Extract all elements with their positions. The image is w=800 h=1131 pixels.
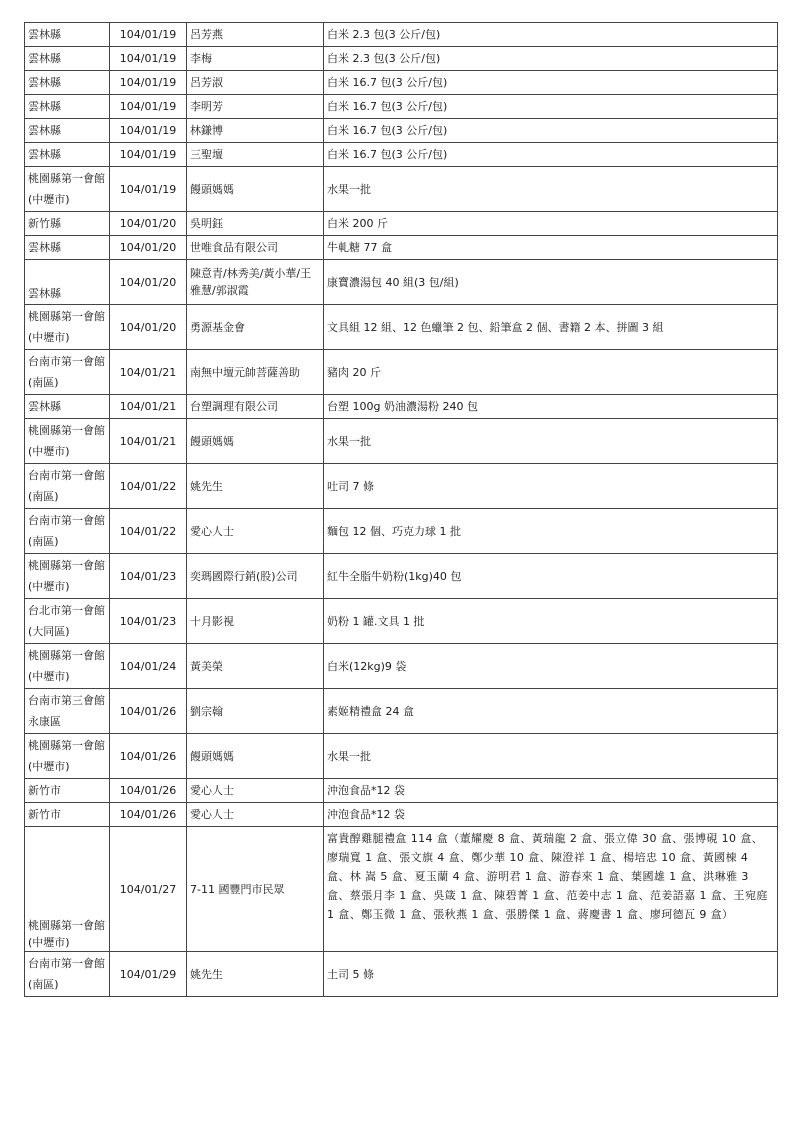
donor-cell: 饅頭媽媽 (187, 419, 324, 464)
area-cell: 新竹市 (25, 779, 110, 803)
area-cell: 桃園縣第一會館 (中壢市) (25, 734, 110, 779)
area-cell: 台北市第一會館 (大同區) (25, 599, 110, 644)
date-cell: 104/01/21 (110, 419, 187, 464)
date-cell: 104/01/19 (110, 143, 187, 167)
table-row (25, 71, 778, 95)
area-cell: 雲林縣 (25, 23, 110, 47)
donation-item-cell: 素姬精禮盒 24 盒 (324, 689, 778, 734)
date-cell: 104/01/20 (110, 236, 187, 260)
area-cell: 桃園縣第一會館 (中壢市) (25, 419, 110, 464)
area-cell: 雲林縣 (25, 47, 110, 71)
area-cell: 雲林縣 (25, 71, 110, 95)
donor-cell: 陳意青/林秀美/黃小華/王雅慧/郭淑霞 (187, 260, 324, 305)
donation-item-cell: 白米 16.7 包(3 公斤/包) (324, 71, 778, 95)
date-cell: 104/01/22 (110, 509, 187, 554)
donation-item-cell: 白米 16.7 包(3 公斤/包) (324, 95, 778, 119)
donor-cell: 呂芳燕 (187, 23, 324, 47)
donor-cell: 饅頭媽媽 (187, 167, 324, 212)
area-cell: 桃園縣第一會館 (中壢市) (25, 554, 110, 599)
donation-item-cell: 白米 200 斤 (324, 212, 778, 236)
table-row (25, 644, 778, 689)
donation-item-cell: 奶粉 1 罐.文具 1 批 (324, 599, 778, 644)
donation-item-cell: 白米 16.7 包(3 公斤/包) (324, 119, 778, 143)
date-cell: 104/01/19 (110, 95, 187, 119)
table-row (25, 350, 778, 395)
donor-cell: 黃美榮 (187, 644, 324, 689)
donation-table (24, 22, 778, 997)
table-row (25, 509, 778, 554)
table-row (25, 305, 778, 350)
area-cell: 台南市第一會館 (南區) (25, 509, 110, 554)
table-row (25, 143, 778, 167)
table-row (25, 734, 778, 779)
date-cell: 104/01/19 (110, 167, 187, 212)
donor-cell: 愛心人士 (187, 509, 324, 554)
date-cell: 104/01/29 (110, 952, 187, 997)
area-cell: 雲林縣 (25, 260, 110, 305)
donation-item-cell: 白米 2.3 包(3 公斤/包) (324, 23, 778, 47)
area-cell: 台南市第一會館 (南區) (25, 952, 110, 997)
date-cell: 104/01/19 (110, 47, 187, 71)
date-cell: 104/01/19 (110, 119, 187, 143)
date-cell: 104/01/20 (110, 212, 187, 236)
donor-cell: 三聖壇 (187, 143, 324, 167)
area-cell: 雲林縣 (25, 395, 110, 419)
donation-item-cell: 白米(12kg)9 袋 (324, 644, 778, 689)
donation-item-cell: 康寶濃湯包 40 組(3 包/組) (324, 260, 778, 305)
area-cell: 雲林縣 (25, 119, 110, 143)
area-cell: 雲林縣 (25, 236, 110, 260)
donor-cell: 十月影視 (187, 599, 324, 644)
donor-cell: 饅頭媽媽 (187, 734, 324, 779)
table-row (25, 395, 778, 419)
table-row (25, 23, 778, 47)
donation-item-cell: 台塑 100g 奶油濃湯粉 240 包 (324, 395, 778, 419)
date-cell: 104/01/20 (110, 260, 187, 305)
date-cell: 104/01/19 (110, 23, 187, 47)
area-cell: 桃園縣第一會館 (中壢市) (25, 305, 110, 350)
date-cell: 104/01/24 (110, 644, 187, 689)
area-cell: 台南市第三會館 永康區 (25, 689, 110, 734)
date-cell: 104/01/26 (110, 779, 187, 803)
donor-cell: 南無中壇元帥菩薩善助 (187, 350, 324, 395)
donor-cell: 李明芳 (187, 95, 324, 119)
donation-item-cell: 沖泡食品*12 袋 (324, 779, 778, 803)
table-row (25, 236, 778, 260)
date-cell: 104/01/19 (110, 71, 187, 95)
area-cell: 雲林縣 (25, 143, 110, 167)
table-row (25, 47, 778, 71)
table-row (25, 260, 778, 305)
table-row (25, 779, 778, 803)
donation-item-cell: 土司 5 條 (324, 952, 778, 997)
area-cell: 新竹縣 (25, 212, 110, 236)
date-cell: 104/01/23 (110, 599, 187, 644)
area-cell: 新竹市 (25, 803, 110, 827)
area-cell: 桃園縣第一會館 (中壢市) (25, 167, 110, 212)
donor-cell: 林鎌博 (187, 119, 324, 143)
table-row (25, 119, 778, 143)
date-cell: 104/01/21 (110, 350, 187, 395)
date-cell: 104/01/26 (110, 803, 187, 827)
donor-cell: 愛心人士 (187, 803, 324, 827)
donation-item-cell: 水果一批 (324, 734, 778, 779)
date-cell: 104/01/26 (110, 734, 187, 779)
date-cell: 104/01/21 (110, 395, 187, 419)
donation-item-cell: 沖泡食品*12 袋 (324, 803, 778, 827)
donation-item-cell: 富貴醇雞腿禮盒 114 盒（董耀慶 8 盒、黃瑞龍 2 盒、張立偉 30 盒、張博硯 10 盒、廖瑞寬 1 盒、張文旗 4 盒、鄭少華 10 盒、陳澄祥 1 盒、楊培忠 10 盒、黃國棟 4 盒、林 嵩 5 盒、夏玉蘭 4 盒、游明君 1 盒、游春來 1 盒、葉國雄 1 盒、洪琳雅 3 盒、蔡張月李 1 盒、吳箴 1 盒、陳碧菁 1 盒、范姜中志 1 盒、范姜語嘉 1 盒、王宛庭 1 盒、鄭玉微 1 盒、張秋燕 1 盒、張勝傑 1 盒、蔣慶書 1 盒、廖珂德瓦 9 盒） (324, 827, 778, 952)
donor-cell: 呂芳淑 (187, 71, 324, 95)
table-row (25, 464, 778, 509)
table-row (25, 803, 778, 827)
date-cell: 104/01/22 (110, 464, 187, 509)
date-cell: 104/01/27 (110, 827, 187, 952)
table-row (25, 95, 778, 119)
date-cell: 104/01/23 (110, 554, 187, 599)
date-cell: 104/01/20 (110, 305, 187, 350)
donation-item-cell: 豬肉 20 斤 (324, 350, 778, 395)
donor-cell: 劉宗翰 (187, 689, 324, 734)
donation-table-body (25, 23, 778, 997)
table-row (25, 952, 778, 997)
donor-cell: 7-11 國豐門市民眾 (187, 827, 324, 952)
donor-cell: 姚先生 (187, 952, 324, 997)
donation-item-cell: 麵包 12 個、巧克力球 1 批 (324, 509, 778, 554)
area-cell: 台南市第一會館 (南區) (25, 464, 110, 509)
donation-item-cell: 吐司 7 條 (324, 464, 778, 509)
donor-cell: 愛心人士 (187, 779, 324, 803)
area-cell: 台南市第一會館 (南區) (25, 350, 110, 395)
area-cell: 桃園縣第一會館 (中壢市) (25, 827, 110, 952)
date-cell: 104/01/26 (110, 689, 187, 734)
area-cell: 桃園縣第一會館 (中壢市) (25, 644, 110, 689)
donation-item-cell: 紅牛全脂牛奶粉(1kg)40 包 (324, 554, 778, 599)
area-cell: 雲林縣 (25, 95, 110, 119)
donation-item-cell: 文具組 12 組、12 色蠟筆 2 包、鉛筆盒 2 個、書籍 2 本、拼圖 3 組 (324, 305, 778, 350)
table-row (25, 689, 778, 734)
table-row (25, 419, 778, 464)
donation-item-cell: 牛軋糖 77 盒 (324, 236, 778, 260)
donor-cell: 吳明鈺 (187, 212, 324, 236)
table-row (25, 827, 778, 952)
donor-cell: 勇源基金會 (187, 305, 324, 350)
donor-cell: 姚先生 (187, 464, 324, 509)
donation-item-cell: 水果一批 (324, 419, 778, 464)
donor-cell: 台塑調理有限公司 (187, 395, 324, 419)
table-row (25, 167, 778, 212)
table-row (25, 554, 778, 599)
donor-cell: 世唯食品有限公司 (187, 236, 324, 260)
donation-item-cell: 水果一批 (324, 167, 778, 212)
donor-cell: 奕瑪國際行銷(股)公司 (187, 554, 324, 599)
table-row (25, 599, 778, 644)
donation-item-cell: 白米 16.7 包(3 公斤/包) (324, 143, 778, 167)
table-row (25, 212, 778, 236)
donation-record-page (24, 22, 778, 997)
donation-item-cell: 白米 2.3 包(3 公斤/包) (324, 47, 778, 71)
donor-cell: 李梅 (187, 47, 324, 71)
